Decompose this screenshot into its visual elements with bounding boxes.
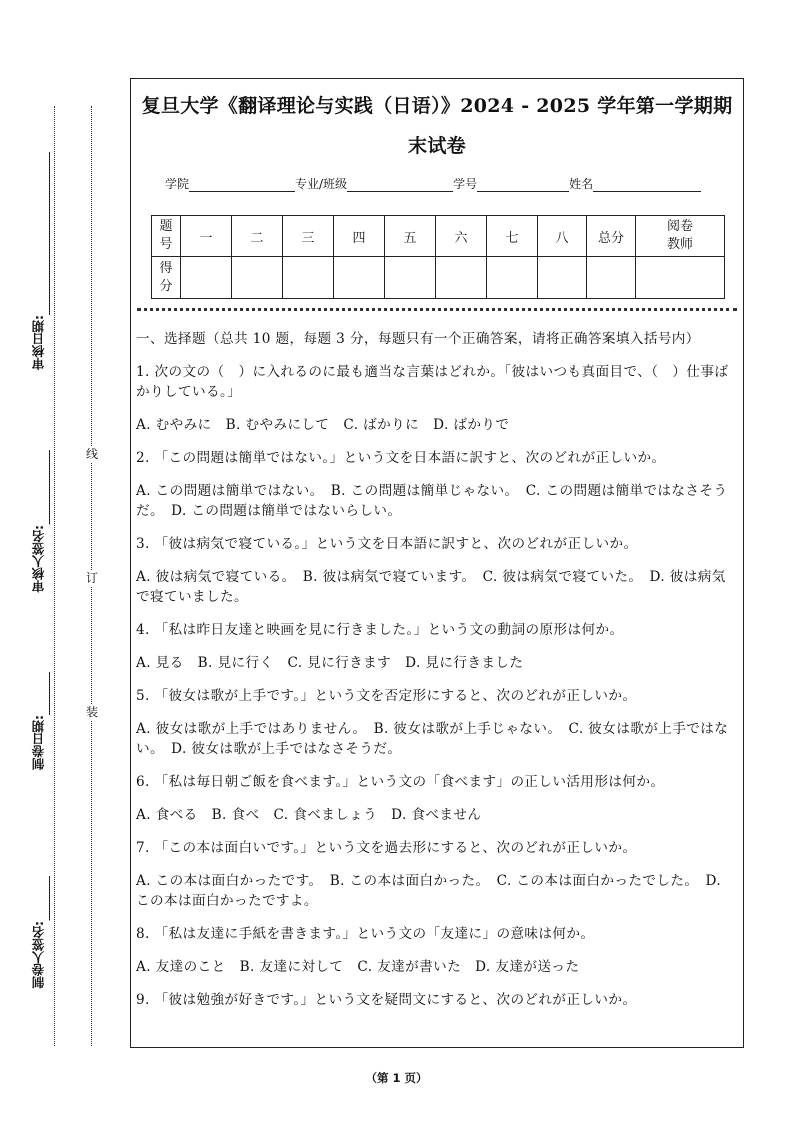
question-text: 7. 「この本は面白いです。」という文を過去形にすると、次のどれが正しいか。 — [136, 840, 637, 856]
score-table — [151, 215, 725, 299]
binding-margin — [0, 0, 128, 1122]
score-table-header-row — [152, 216, 725, 257]
maker-sign-field[interactable] — [26, 876, 52, 988]
review-date-field[interactable] — [26, 152, 52, 370]
question-options: A. 友達のこと B. 友達に対して C. 友達が書いた D. 友達が送った — [136, 959, 580, 975]
review-date-label: 审核日期: — [26, 315, 52, 370]
reviewer-sign-field[interactable] — [26, 450, 52, 592]
question-options: A. この問題は簡単ではない。 B. この問題は簡単じゃない。 C. この問題は簡単ではなさそうだ。 D. この問題は簡単ではないらしい。 — [136, 483, 728, 519]
student-id-label: 学号 — [453, 177, 478, 191]
score-table-header-cell: 一 — [181, 216, 232, 257]
major-class-label: 专业/班级 — [295, 177, 348, 191]
score-row-label: 得分 — [152, 257, 181, 299]
question-text: 6. 「私は毎日朝ご飯を食べます。」という文の「食べます」の正しい活用形は何か。 — [136, 774, 665, 790]
page-number: （第 1 页） — [365, 1071, 428, 1085]
score-cell[interactable] — [538, 257, 587, 299]
score-cell[interactable] — [385, 257, 436, 299]
exam-frame — [130, 78, 744, 1048]
bind-char-order: 订 — [83, 570, 101, 586]
question-options: A. 彼は病気で寝ている。 B. 彼は病気で寝ています。 C. 彼は病気で寝ていた。 D. 彼は病気で寝ていました。 — [136, 569, 726, 605]
question-text: 1. 次の文の（ ）に入れるのに最も適当な言葉はどれか。「彼はいつも真面目で、（ ）仕事ばかりしている。」 — [136, 364, 729, 400]
score-table-header-cell: 阅卷教师 — [636, 216, 725, 257]
score-table-header-cell: 七 — [487, 216, 538, 257]
question-options: A. むやみに B. むやみにして C. ばかりに D. ばかりで — [136, 417, 510, 433]
score-table-header-cell: 四 — [334, 216, 385, 257]
bind-char-line: 线 — [83, 446, 101, 462]
reviewer-sign-label: 审核人签名: — [26, 525, 52, 593]
dotted-separator — [137, 308, 737, 311]
question-options: A. この本は面白かったです。 B. この本は面白かった。 C. この本は面白かったでした。 D. この本は面白かったですよ。 — [136, 873, 722, 909]
bind-char-bind: 装 — [83, 704, 101, 720]
score-table-header-cell: 八 — [538, 216, 587, 257]
score-table-header-cell: 六 — [436, 216, 487, 257]
score-table-header-cell: 二 — [232, 216, 283, 257]
exam-title: 复旦大学《翻译理论与实践（日语）》2024 - 2025 学年第一学期期 — [141, 95, 733, 117]
make-date-field[interactable] — [26, 672, 52, 770]
score-cell[interactable] — [636, 257, 725, 299]
score-table-header-cell: 题号 — [152, 216, 181, 257]
name-blank[interactable] — [593, 179, 701, 192]
question-options: A. 見る B. 見に行く C. 見に行きます D. 見に行きました — [136, 655, 524, 671]
exam-title-cont: 末试卷 — [408, 135, 466, 157]
question-options: A. 彼女は歌が上手ではありません。 B. 彼女は歌が上手じゃない。 C. 彼女は歌が上手ではない。 D. 彼女は歌が上手ではなさそうだ。 — [136, 721, 729, 757]
score-cell[interactable] — [283, 257, 334, 299]
score-cell[interactable] — [587, 257, 636, 299]
make-date-label: 制卷日期: — [26, 715, 52, 770]
name-label: 姓名 — [569, 177, 594, 191]
score-table-header-cell: 三 — [283, 216, 334, 257]
question-options: A. 食べる B. 食べ C. 食べましょう D. 食べません — [136, 807, 482, 823]
question-text: 5. 「彼女は歌が上手です。」という文を否定形にすると、次のどれが正しいか。 — [136, 688, 637, 704]
student-info-row — [165, 175, 701, 192]
question-text: 8. 「私は友達に手紙を書きます。」という文の「友達に」の意味は何か。 — [136, 926, 595, 942]
question-text: 9. 「彼は勉強が好きです。」という文を疑問文にすると、次のどれが正しいか。 — [136, 992, 637, 1008]
question-list — [136, 362, 738, 1010]
college-blank[interactable] — [189, 179, 295, 192]
score-table-header-cell: 总分 — [587, 216, 636, 257]
student-id-blank[interactable] — [477, 179, 569, 192]
score-table-score-row — [152, 257, 725, 299]
score-cell[interactable] — [181, 257, 232, 299]
maker-sign-label: 制卷人签名: — [26, 921, 52, 989]
score-table-header-cell: 五 — [385, 216, 436, 257]
outer-dotted-line — [54, 106, 55, 1046]
score-cell[interactable] — [334, 257, 385, 299]
college-label: 学院 — [165, 177, 190, 191]
question-text: 4. 「私は昨日友達と映画を見に行きました。」という文の動詞の原形は何か。 — [136, 622, 624, 638]
score-cell[interactable] — [436, 257, 487, 299]
score-cell[interactable] — [487, 257, 538, 299]
exam-body — [136, 329, 738, 1023]
question-text: 3. 「彼は病気で寝ている。」という文を日本語に訳すと、次のどれが正しいか。 — [136, 536, 638, 552]
question-text: 2. 「この問題は簡単ではない。」という文を日本語に訳すと、次のどれが正しいか。 — [136, 450, 666, 466]
section-heading: 一、选择题（总共 10 题，每题 3 分，每题只有一个正确答案，请将正确答案填入括号内） — [136, 331, 700, 347]
score-cell[interactable] — [232, 257, 283, 299]
major-class-blank[interactable] — [347, 179, 453, 192]
